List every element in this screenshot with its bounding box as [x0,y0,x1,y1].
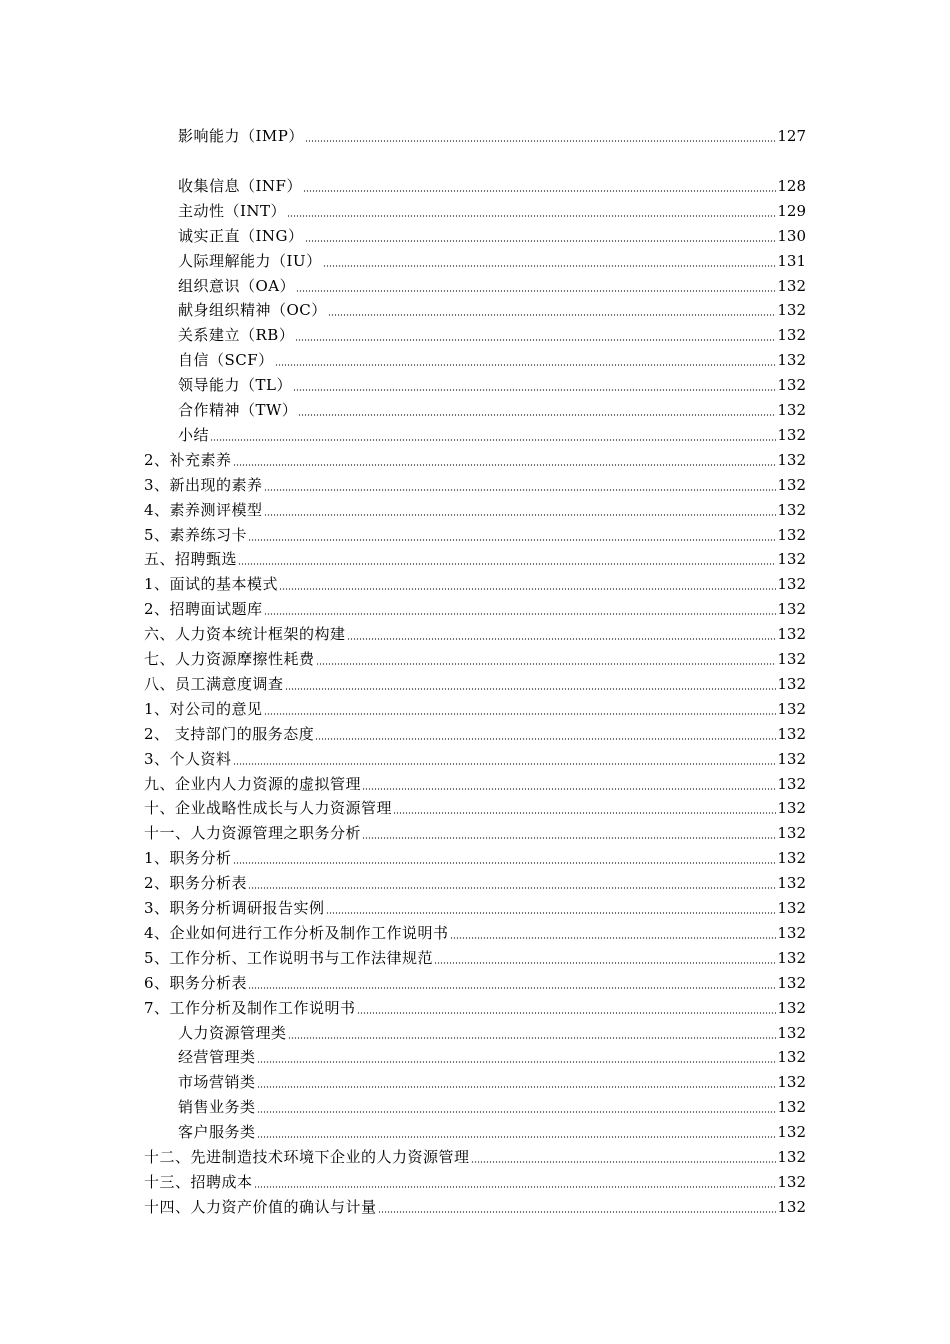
toc-entry-page-number: 132 [777,1123,806,1142]
dot-leader [295,339,776,341]
toc-entry[interactable] [144,695,806,719]
toc-entry[interactable] [144,570,806,594]
toc-entry[interactable] [178,1118,806,1142]
toc-entry-title: 1、对公司的意见 [144,699,263,718]
dot-leader [357,1012,777,1014]
toc-entry[interactable] [144,446,806,470]
toc-entry[interactable] [144,720,806,744]
dot-leader [393,812,776,814]
toc-entry-title: 关系建立（RB） [178,326,295,345]
toc-entry-title: 1、面试的基本模式 [144,575,279,594]
toc-entry[interactable] [144,496,806,520]
toc-entry-title: 影响能力（IMP） [178,127,304,145]
toc-entry-title: 五、招聘甄选 [144,550,238,569]
toc-entry-page-number: 132 [777,849,806,868]
toc-entry-page-number: 132 [777,824,806,843]
dot-leader [326,912,777,914]
toc-entry-title: 九、企业内人力资源的虚拟管理 [144,774,362,793]
toc-entry-title: 六、人力资本统计框架的构建 [144,625,346,644]
toc-entry-page-number: 132 [777,401,806,419]
toc-entry-title: 主动性（INT） [178,201,287,220]
dot-leader [264,514,777,516]
toc-entry-page-number: 132 [777,674,806,693]
toc-entry-title: 7、工作分析及制作工作说明书 [144,998,356,1017]
toc-entry[interactable] [144,919,806,943]
toc-entry-page-number: 132 [777,500,806,519]
toc-entry[interactable] [144,471,806,495]
toc-entry-page-number: 132 [777,948,806,967]
toc-entry-page-number: 132 [777,650,806,668]
dot-leader [257,1086,777,1088]
toc-entry[interactable] [144,969,806,993]
toc-entry[interactable] [178,321,806,345]
toc-entry-page-number: 132 [777,276,806,295]
toc-entry[interactable] [144,944,806,968]
toc-entry[interactable] [144,745,806,769]
toc-entry-page-number: 132 [777,301,806,320]
dot-leader [285,688,777,690]
toc-entry[interactable] [178,122,806,146]
toc-entry-page-number: 132 [777,923,806,942]
toc-entry-title: 3、职务分析调研报告实例 [144,899,325,917]
toc-entry[interactable] [178,172,806,196]
toc-entry-title: 人力资源管理类 [178,1023,287,1042]
toc-entry-page-number: 132 [777,774,806,793]
toc-entry-title: 2、招聘面试题库 [144,600,263,619]
toc-entry-title: 2、补充素养 [144,450,232,469]
toc-entry[interactable] [144,545,806,569]
dot-leader [434,962,776,964]
toc-entry-title: 市场营销类 [178,1073,256,1092]
toc-entry-page-number: 132 [777,1172,806,1191]
toc-entry-title: 1、职务分析 [144,849,232,868]
toc-entry-page-number: 132 [777,799,806,818]
toc-entry-title: 七、人力资源摩擦性耗费 [144,650,315,668]
dot-leader [378,1211,777,1213]
toc-entry[interactable] [144,770,806,794]
toc-entry[interactable] [144,670,806,694]
dot-leader [279,588,776,590]
toc-entry-page-number: 131 [777,251,806,270]
toc-entry-title: 十三、招聘成本 [144,1172,253,1191]
toc-entry-title: 自信（SCF） [178,351,274,370]
toc-entry-title: 6、职务分析表 [144,973,248,992]
dot-leader [248,887,776,889]
toc-entry-title: 组织意识（OA） [178,276,296,295]
dot-leader [248,987,776,989]
toc-entry-title: 销售业务类 [178,1098,256,1117]
dot-leader [362,837,776,839]
toc-entry-page-number: 132 [777,1197,806,1216]
toc-entry-title: 人际理解能力（IU） [178,251,322,270]
toc-entry-title: 3、个人资料 [144,749,232,768]
toc-entry-title: 收集信息（INF） [178,176,302,195]
toc-entry-page-number: 132 [777,1148,806,1166]
toc-entry-page-number: 132 [777,351,806,370]
dot-leader [210,439,776,441]
toc-entry-title: 4、素养测评模型 [144,500,263,519]
toc-entry[interactable] [178,1019,806,1043]
dot-leader [471,1161,777,1163]
toc-entry[interactable] [178,346,806,370]
toc-entry-title: 十二、先进制造技术环境下企业的人力资源管理 [144,1148,470,1166]
dot-leader [328,314,777,316]
dot-leader [257,1111,777,1113]
dot-leader [303,190,776,192]
toc-entry[interactable] [178,371,806,395]
toc-entry[interactable] [144,595,806,619]
toc-entry[interactable] [178,296,806,320]
toc-entry[interactable] [178,272,806,296]
toc-entry-page-number: 132 [777,973,806,992]
toc-entry-page-number: 132 [777,1098,806,1117]
toc-entry[interactable] [178,222,806,246]
toc-entry[interactable] [144,794,806,818]
toc-entry-page-number: 132 [777,874,806,893]
dot-leader [305,240,777,242]
toc-entry-title: 诚实正直（ING） [178,226,304,245]
toc-entry-page-number: 132 [777,1048,806,1067]
toc-entry[interactable] [178,1043,806,1067]
dot-leader [254,1186,777,1188]
toc-entry-page-number: 132 [777,525,806,544]
toc-entry-page-number: 132 [777,1023,806,1042]
dot-leader [233,464,777,466]
toc-entry-page-number: 132 [777,699,806,718]
toc-entry-title: 领导能力（TL） [178,376,292,395]
toc-entry-title: 献身组织精神（OC） [178,301,327,320]
toc-entry-title: 3、新出现的素养 [144,475,263,494]
toc-entry[interactable] [144,994,806,1018]
dot-leader [264,613,777,615]
toc-entry-page-number: 132 [777,749,806,768]
dot-leader [257,1061,777,1063]
toc-entry[interactable] [144,869,806,893]
toc-entry-page-number: 132 [777,600,806,619]
toc-entry[interactable] [144,1168,806,1192]
toc-entry-title: 合作精神（TW） [178,401,298,419]
toc-entry-title: 八、员工满意度调查 [144,674,284,693]
toc-entry[interactable] [178,247,806,271]
dot-leader [288,1037,777,1039]
toc-entry-title: 5、素养练习卡 [144,525,248,544]
dot-leader [238,563,776,565]
dot-leader [257,1136,777,1138]
toc-entry-title: 5、工作分析、工作说明书与工作法律规范 [144,948,434,967]
toc-entry-title: 2、职务分析表 [144,874,248,893]
toc-entry-page-number: 132 [777,326,806,345]
toc-entry[interactable] [178,1068,806,1092]
dot-leader [362,788,776,790]
toc-entry-page-number: 132 [777,550,806,569]
toc-entry-page-number: 132 [777,899,806,917]
toc-entry-page-number: 129 [777,201,806,220]
toc-entry-page-number: 132 [777,425,806,444]
dot-leader [248,539,776,541]
toc-entry[interactable] [178,396,806,420]
dot-leader [296,290,776,292]
toc-entry-title: 经营管理类 [178,1048,256,1067]
toc-entry-page-number: 132 [777,376,806,395]
toc-entry-page-number: 132 [777,475,806,494]
toc-entry[interactable] [144,1143,806,1167]
toc-entry-page-number: 132 [777,575,806,594]
toc-entry-title: 4、企业如何进行工作分析及制作工作说明书 [144,923,449,942]
toc-entry-page-number: 128 [777,176,806,195]
toc-entry[interactable] [144,819,806,843]
dot-leader [323,265,777,267]
dot-leader [275,364,777,366]
toc-entry-page-number: 127 [777,127,806,145]
toc-entry-title: 小结 [178,425,210,444]
toc-entry-page-number: 130 [777,226,806,245]
toc-entry[interactable] [144,894,806,918]
dot-leader [347,638,777,640]
toc-entry-title: 十、企业战略性成长与人力资源管理 [144,799,393,818]
toc-entry-page-number: 132 [777,625,806,644]
dot-leader [305,140,776,142]
toc-entry-page-number: 132 [777,450,806,469]
toc-entry[interactable] [144,620,806,644]
toc-entry-title: 十四、人力资产价值的确认与计量 [144,1197,377,1216]
dot-leader [287,215,776,217]
dot-leader [233,763,777,765]
toc-entry[interactable] [144,1193,806,1217]
dot-leader [450,937,777,939]
dot-leader [233,862,777,864]
toc-entry-title: 2、 支持部门的服务态度 [144,724,315,743]
toc-entry[interactable] [178,1093,806,1117]
dot-leader [298,414,776,416]
dot-leader [264,489,777,491]
toc-entry-title: 客户服务类 [178,1123,256,1142]
dot-leader [264,713,777,715]
dot-leader [316,663,777,665]
toc-entry-page-number: 132 [777,724,806,743]
toc-entry[interactable] [144,844,806,868]
toc-entry-title: 十一、人力资源管理之职务分析 [144,824,362,843]
toc-entry[interactable] [178,197,806,221]
dot-leader [315,738,776,740]
toc-entry-page-number: 132 [777,998,806,1017]
dot-leader [293,389,776,391]
toc-entry[interactable] [144,521,806,545]
toc-entry[interactable] [178,421,806,445]
toc-entry[interactable] [144,645,806,669]
toc-entry-page-number: 132 [777,1073,806,1092]
